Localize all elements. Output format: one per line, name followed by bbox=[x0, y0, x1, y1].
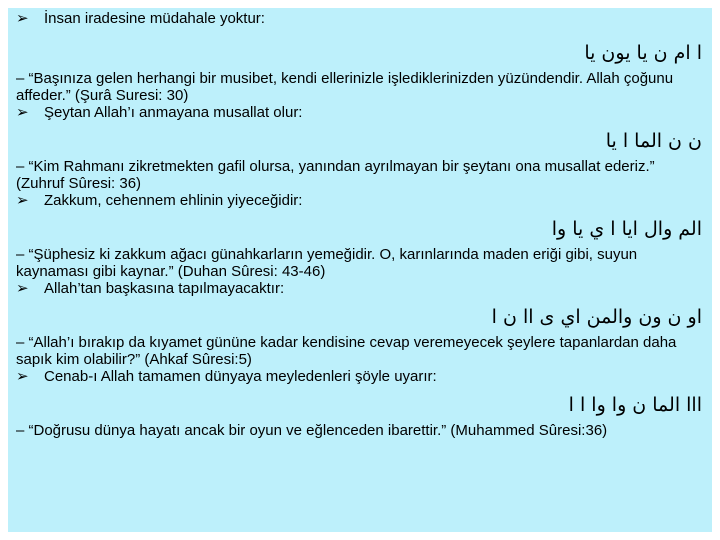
bullet-heading: İnsan iradesine müdahale yoktur: bbox=[44, 10, 265, 27]
arabic-verse: ن ن الما ا يا bbox=[605, 130, 702, 152]
verse-translation: – “Şüphesiz ki zakkum ağacı günahkarların yemeğidir. O, karınlarında maden eriği gibi, suyun kaynaması gibi kaynar.” (Duhan Sûresi: 43-46) bbox=[16, 246, 638, 280]
bullet-item bbox=[16, 192, 706, 210]
bullet-item bbox=[16, 280, 706, 298]
verse-translation: – “Kim Rahmanı zikretmekten gafil olursa, yanından ayrılmayan bir şeytanı ona musallat ederiz.” (Zuhruf Sûresi: 36) bbox=[16, 158, 655, 192]
bullet-item bbox=[16, 368, 706, 386]
slide-panel bbox=[8, 8, 712, 532]
arrowhead-bullet-icon: ➢ bbox=[16, 10, 29, 27]
bullet-heading: Şeytan Allah’ı anmayana musallat olur: bbox=[44, 104, 303, 121]
arabic-verse: ااا الما ن وا وا ا ا bbox=[568, 394, 702, 416]
verse-translation: – “Doğrusu dünya hayatı ancak bir oyun ve eğlenceden ibarettir.” (Muhammed Sûresi:36) bbox=[16, 422, 608, 439]
arrowhead-bullet-icon: ➢ bbox=[16, 368, 29, 385]
arrowhead-bullet-icon: ➢ bbox=[16, 104, 29, 121]
bullet-item bbox=[16, 104, 706, 122]
bullet-heading: Zakkum, cehennem ehlinin yiyeceğidir: bbox=[44, 192, 303, 209]
verse-translation: – “Allah’ı bırakıp da kıyamet gününe kadar kendisine cevap veremeyecek şeylere tapanlardan daha sapık kim olabilir?” (Ahkaf Sûresi:5) bbox=[16, 334, 677, 368]
arrowhead-bullet-icon: ➢ bbox=[16, 192, 29, 209]
arrowhead-bullet-icon: ➢ bbox=[16, 280, 29, 297]
arabic-verse: ا ام ن يا يون يا bbox=[584, 42, 702, 64]
verse-translation: – “Başınıza gelen herhangi bir musibet, kendi ellerinizle işlediklerinizden yüzündendir. Allah çoğunu affeder.” (Şurâ Suresi: 30) bbox=[16, 70, 674, 104]
arabic-verse: او ن ون والمن اي ى اا ن ا bbox=[491, 306, 702, 328]
bullet-item bbox=[16, 10, 706, 28]
bullet-heading: Allah’tan başkasına tapılmayacaktır: bbox=[44, 280, 285, 297]
bullet-heading: Cenab-ı Allah tamamen dünyaya meyledenleri şöyle uyarır: bbox=[44, 368, 437, 385]
arabic-verse: الم وال ايا ا ي يا وا bbox=[551, 218, 702, 240]
